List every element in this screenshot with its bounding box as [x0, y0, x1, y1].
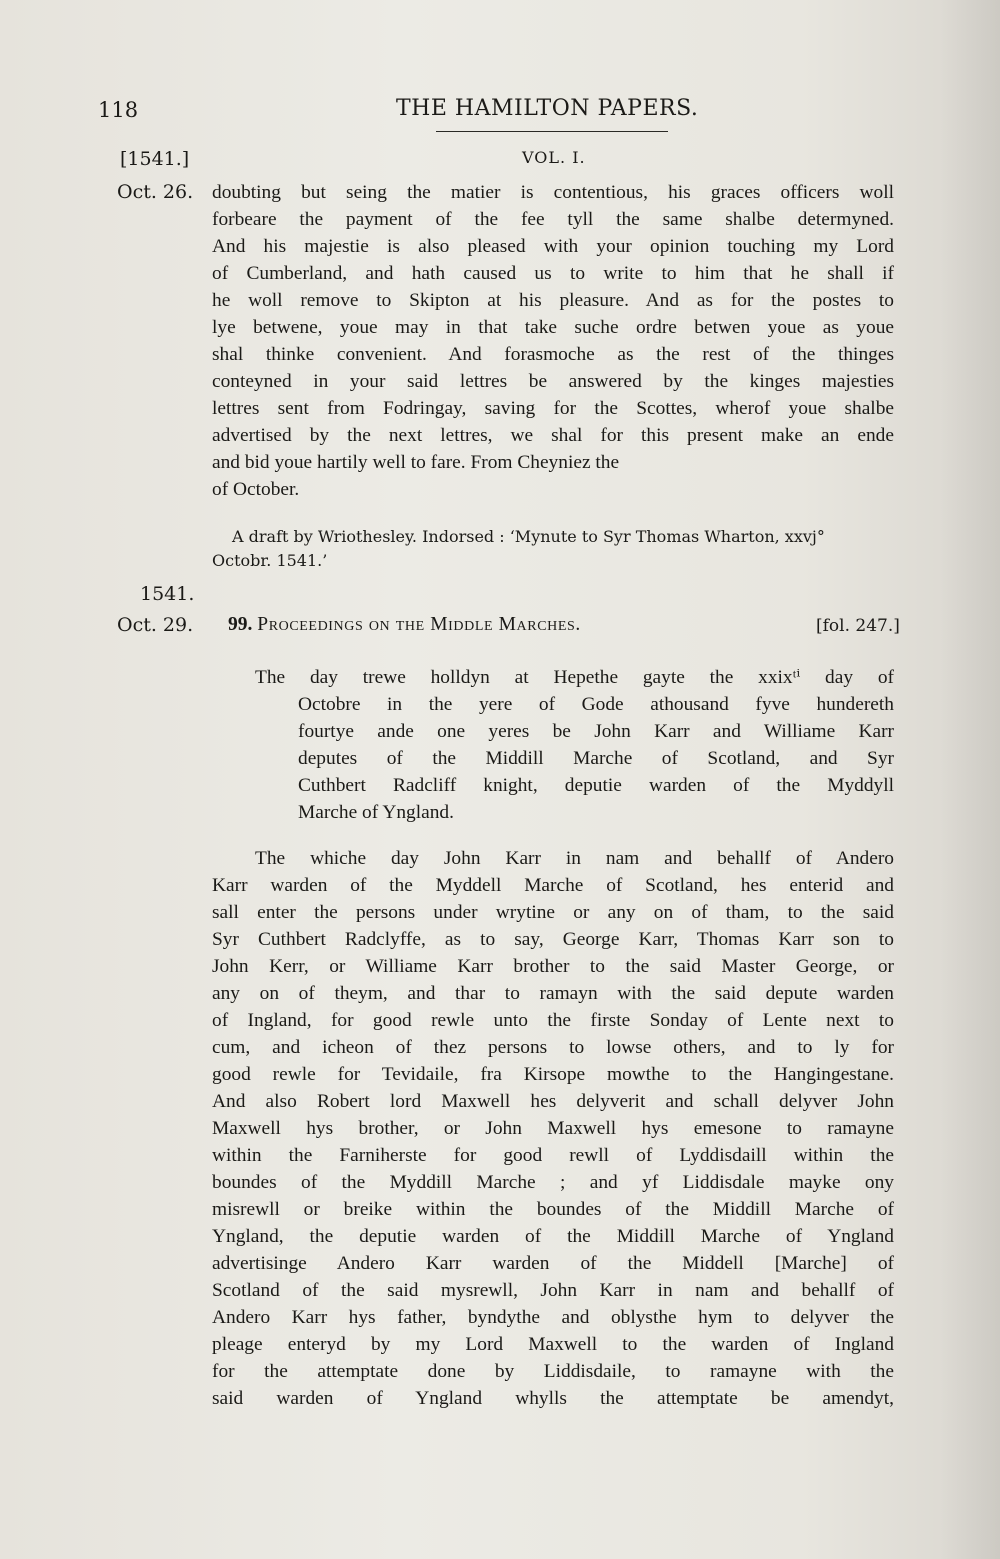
- text-line: of Ingland, for good rewle unto the firste Sonday of Lente next to: [212, 1010, 894, 1031]
- text-line: Andero Karr hys father, byndythe and oblysthe hym to delyver the: [212, 1307, 894, 1328]
- paragraph-2: [212, 845, 894, 1412]
- text-line: sall enter the persons under wrytine or any on of tham, to the said: [212, 902, 894, 923]
- text-line: pleage enteryd by my Lord Maxwell to the warden of Ingland: [212, 1334, 894, 1355]
- text-line: Maxwell hys brother, or John Maxwell hys emesone to ramayne: [212, 1118, 894, 1139]
- text-line: deputes of the Middill Marche of Scotland, and Syr: [298, 748, 894, 769]
- folio-reference: [fol. 247.]: [816, 616, 900, 636]
- text-line: for the attemptate done by Liddisdaile, to ramayne with the: [212, 1361, 894, 1382]
- volume-label: VOL. I.: [522, 148, 586, 167]
- letter-text: [212, 179, 894, 503]
- text-line: any on of theym, and thar to ramayn with the said depute warden: [212, 983, 894, 1004]
- text-line: within the Farniherste for good rewll of Lyddisdaill within the: [212, 1145, 894, 1166]
- page-header: [98, 92, 898, 132]
- text-line: Cuthbert Radcliff knight, deputie warden of the Myddyll: [298, 775, 894, 796]
- page-number: 118: [98, 98, 139, 122]
- text-line: The day trewe holldyn at Hepethe gayte the xxixᵗⁱ day of: [255, 667, 894, 688]
- section-number: 99.: [228, 614, 253, 635]
- draft-note: [212, 525, 894, 573]
- margin-date: Oct. 26.: [117, 181, 194, 203]
- draft-note-line: A draft by Wriothesley. Indorsed : ‘Mynute to Syr Thomas Wharton, xxvj°: [232, 527, 825, 546]
- text-line: Karr warden of the Myddell Marche of Scotland, hes enterid and: [212, 875, 894, 896]
- text-line: said warden of Yngland whylls the attemptate be amendyt,: [212, 1388, 894, 1409]
- running-title: THE HAMILTON PAPERS.: [396, 96, 699, 121]
- text-line: of October.: [212, 479, 300, 500]
- text-line: Syr Cuthbert Radclyffe, as to say, George Karr, Thomas Karr son to: [212, 929, 894, 950]
- margin-year: 1541.: [140, 583, 195, 605]
- text-line: advertised by the next lettres, we shal for this present make an ende: [212, 425, 894, 446]
- text-line: advertisinge Andero Karr warden of the Middell [Marche] of: [212, 1253, 894, 1274]
- margin-year: [1541.]: [120, 148, 190, 170]
- text-line: conteyned in your said lettres be answered by the kinges majesties: [212, 371, 894, 392]
- text-line: lye betwene, youe may in that take suche ordre betwen youe as youe: [212, 317, 894, 338]
- section-title: Proceedings on the Middle Marches.: [257, 614, 581, 635]
- text-line: he woll remove to Skipton at his pleasure. And as for the postes to: [212, 290, 894, 311]
- text-line: The whiche day John Karr in nam and behallf of Andero: [255, 848, 894, 869]
- text-line: doubting but seing the matier is contentious, his graces officers woll: [212, 182, 894, 203]
- text-line: And his majestie is also pleased with your opinion touching my Lord: [212, 236, 894, 257]
- header-rule: [436, 131, 668, 132]
- text-line: shal thinke convenient. And forasmoche as the rest of the thinges: [212, 344, 894, 365]
- text-line: misrewll or breike within the boundes of the Middill Marche of: [212, 1199, 894, 1220]
- text-line: boundes of the Myddill Marche ; and yf Liddisdale mayke ony: [212, 1172, 894, 1193]
- draft-note-line: Octobr. 1541.’: [212, 551, 328, 570]
- text-line: of Cumberland, and hath caused us to write to him that he shall if: [212, 263, 894, 284]
- text-line: John Kerr, or Williame Karr brother to the said Master George, or: [212, 956, 894, 977]
- text-line: Scotland of the said mysrewll, John Karr in nam and behallf of: [212, 1280, 894, 1301]
- text-line: Octobre in the yere of Gode athousand fyve hundereth: [298, 694, 894, 715]
- text-line: forbeare the payment of the fee tyll the same shalbe determyned.: [212, 209, 894, 230]
- margin-date: Oct. 29.: [117, 614, 194, 636]
- text-line: lettres sent from Fodringay, saving for the Scottes, wherof youe shalbe: [212, 398, 894, 419]
- paragraph-1: [212, 664, 894, 826]
- page-edge-shadow: [940, 0, 1000, 1559]
- text-line: and bid youe hartily well to fare. From Cheyniez the: [212, 452, 620, 473]
- text-line: good rewle for Tevidaile, fra Kirsope mowthe to the Hangingestane.: [212, 1064, 894, 1085]
- text-line: And also Robert lord Maxwell hes delyverit and schall delyver John: [212, 1091, 894, 1112]
- text-line: fourtye ande one yeres be John Karr and Williame Karr: [298, 721, 894, 742]
- text-line: Marche of Yngland.: [298, 802, 454, 823]
- section-heading: [228, 614, 581, 636]
- text-line: cum, and icheon of thez persons to lowse others, and to ly for: [212, 1037, 894, 1058]
- text-line: Yngland, the deputie warden of the Middill Marche of Yngland: [212, 1226, 894, 1247]
